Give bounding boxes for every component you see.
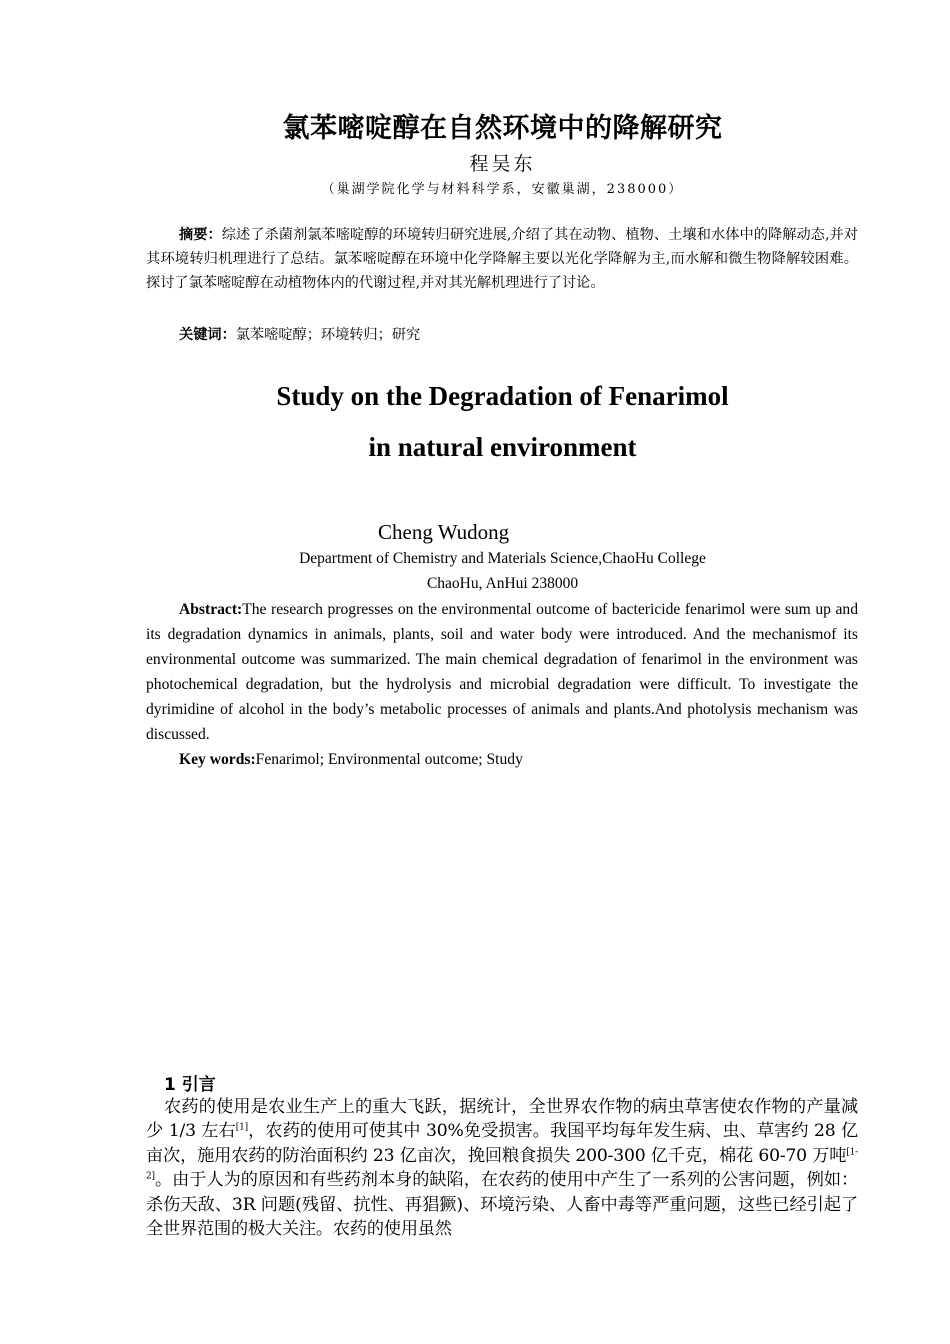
author-name-en: Cheng Wudong: [378, 520, 510, 544]
keywords-en: [146, 747, 858, 772]
intro-text-part2: ，农药的使用可使其中 30%免受损害。我国平均每年发生病、虫、草害约 28 亿亩次，施用农药的防治面积约 23 亿亩次，挽回粮食损失 200-300 亿千克，棉花 60-70 万吨: [146, 1121, 858, 1166]
citation-1: [1]: [235, 1122, 248, 1133]
affiliation-en-line2: ChaoHu, AnHui 238000: [426, 575, 579, 592]
paper-title-zh: 氯苯嘧啶醇在自然环境中的降解研究: [282, 113, 723, 144]
abstract-label-en: Abstract:: [179, 601, 243, 618]
affiliation-en-line1: Department of Chemistry and Materials Science,ChaoHu College: [299, 550, 706, 567]
keywords-label-en: Key words:: [179, 751, 256, 768]
abstract-en: [146, 597, 858, 747]
paper-title-en-line1: Study on the Degradation of Fenarimol: [276, 381, 729, 411]
affiliation-zh: （巢湖学院化学与材料科学系，安徽巢湖，238000）: [321, 182, 684, 197]
intro-text-part1: 农药的使用是农业生产上的重大飞跃，据统计，全世界农作物的病虫草害使农作物的产量减少 1/3 左右: [146, 1097, 858, 1142]
keywords-label-zh: 关键词：: [179, 327, 236, 343]
paper-title-en-line2: in natural environment: [368, 432, 637, 462]
abstract-zh: [146, 223, 858, 295]
intro-text-part3: 。由于人为的原因和有些药剂本身的缺陷，在农药的使用中产生了一系列的公害问题，例如：杀伤天敌、3R 问题(残留、抗性、再猖獗)、环境污染、人畜中毒等严重问题，这些已经引起了全世界范围的极大关注。农药的使用虽然: [146, 1170, 858, 1240]
keywords-text-en: Fenarimol; Environmental outcome; Study: [255, 751, 523, 768]
keywords-text-zh: 氯苯嘧啶醇；环境转归；研究: [235, 327, 421, 343]
author-name-zh: 程吴东: [469, 153, 536, 175]
section-heading-introduction: 1 引言: [164, 1075, 216, 1095]
keywords-zh: [146, 323, 858, 347]
citation-1-2: [1-2]: [146, 1147, 858, 1182]
abstract-text-zh: 综述了杀菌剂氯苯嘧啶醇的环境转归研究进展,介绍了其在动物、植物、土壤和水体中的降解动态,并对其环境转归机理进行了总结。氯苯嘧啶醇在环境中化学降解主要以光化学降解为主,而水解和微生物降解较困难。探讨了氯苯嘧啶醇在动植物体内的代谢过程,并对其光解机理进行了讨论。: [146, 227, 858, 291]
introduction-paragraph: [146, 1095, 858, 1241]
abstract-text-en: The research progresses on the environmental outcome of bactericide fenarimol were sum up and its degradation dynamics in animals, plants, soil and water body were introduced. And the mechanismof its environmental outcome was summarized. The main chemical degradation of fenarimol in the environment was photochemical degradation, but the hydrolysis and microbial degradation were difficult. To investigate the dyrimidine of alcohol in the body’s metabolic processes of animals and plants.And photolysis mechanism was discussed.: [146, 601, 858, 743]
abstract-label-zh: 摘要：: [179, 227, 222, 243]
